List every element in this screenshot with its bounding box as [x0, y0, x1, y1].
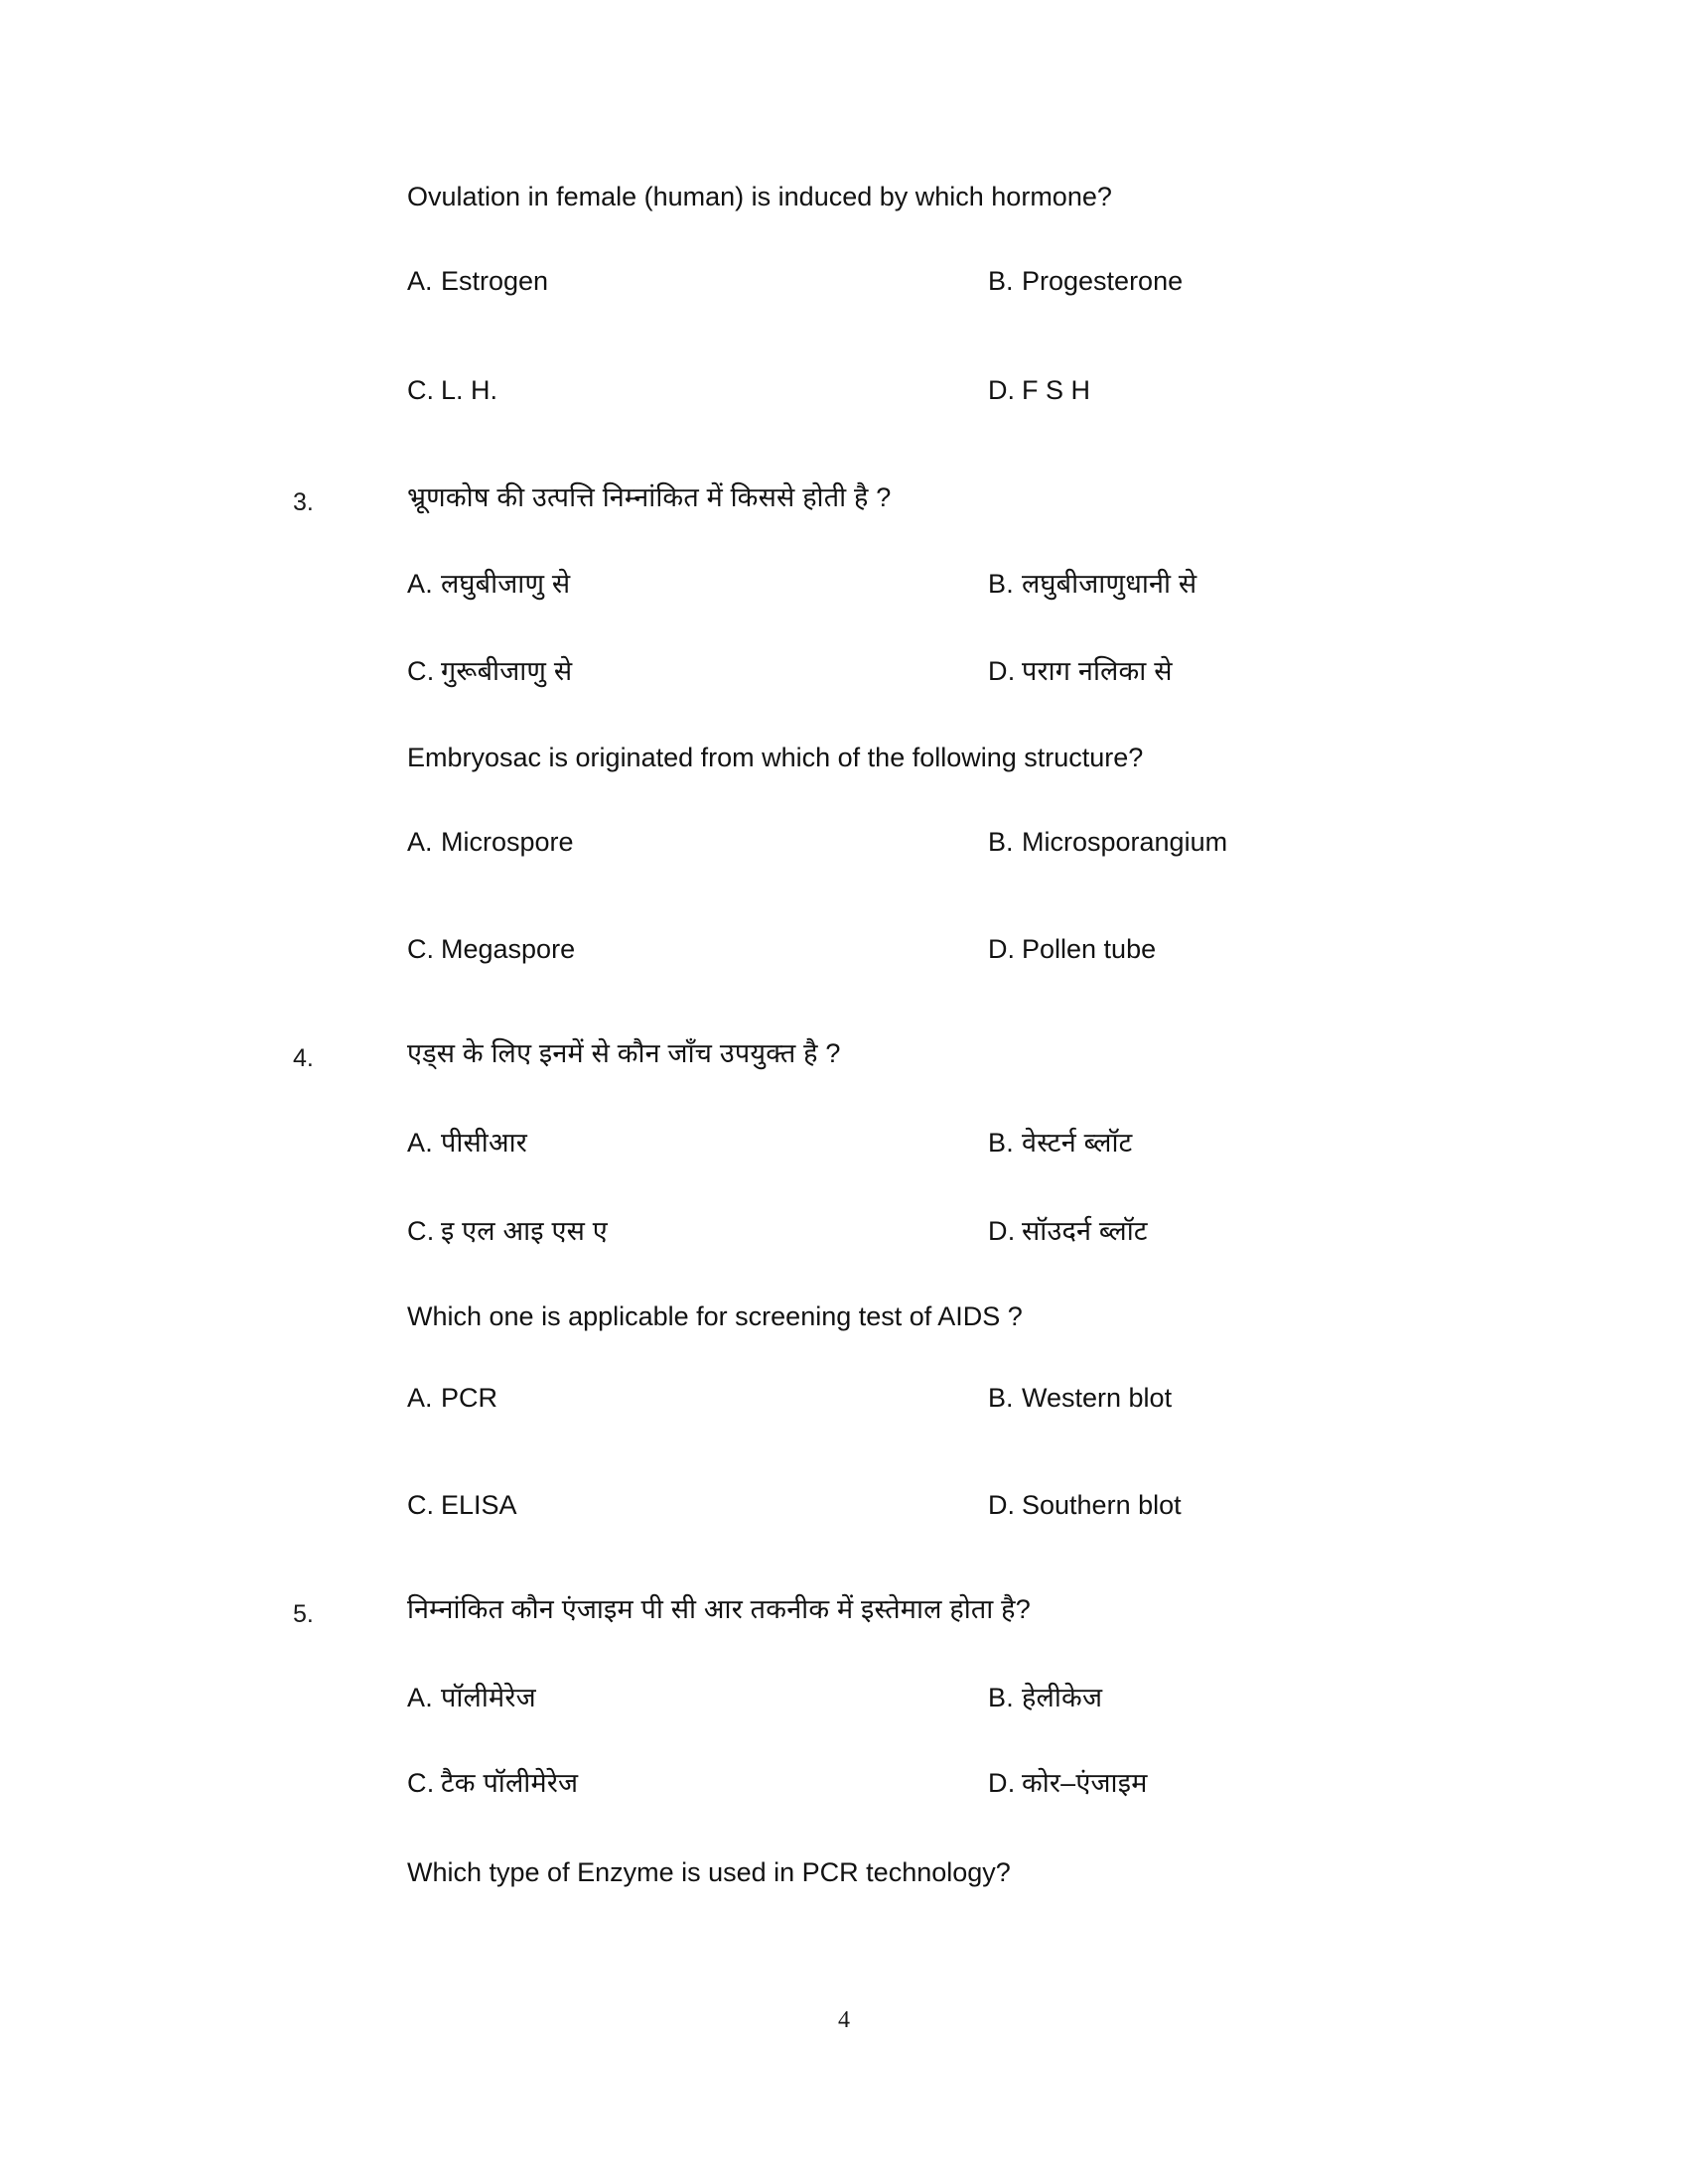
- question-4-option-b-english: [988, 1380, 1172, 1416]
- question-4-option-d-hindi: [988, 1213, 1148, 1249]
- question-5-stem-english: Which type of Enzyme is used in PCR technology?: [407, 1857, 1011, 1887]
- question-0-option-a-english: [407, 263, 548, 299]
- option-text: टैक पॉलीमेरेज: [441, 1768, 579, 1798]
- question-0-option-d-english: [988, 372, 1090, 408]
- option-letter-c: C.: [407, 375, 434, 405]
- question-4-option-c-hindi: [407, 1213, 608, 1249]
- option-letter-c: C.: [407, 1768, 435, 1798]
- option-text: पॉलीमेरेज: [441, 1683, 536, 1712]
- option-text: वेस्टर्न ब्लॉट: [1022, 1128, 1133, 1158]
- option-letter-a: A.: [407, 827, 433, 857]
- option-letter-c: C.: [407, 1216, 435, 1246]
- option-letter-d: D.: [988, 1490, 1015, 1520]
- question-3-option-b-hindi: [988, 566, 1196, 602]
- option-letter-b: B.: [988, 1128, 1014, 1158]
- question-0-option-b-english: [988, 263, 1183, 299]
- option-letter-b: B.: [988, 827, 1014, 857]
- option-text: पराग नलिका से: [1022, 656, 1173, 686]
- option-text: Microspore: [441, 827, 574, 857]
- option-letter-a: A.: [407, 266, 433, 296]
- question-5-stem-hindi: निम्नांकित कौन एंजाइम पी सी आर तकनीक में इस्तेमाल होता है?: [407, 1594, 1031, 1624]
- option-letter-c: C.: [407, 934, 434, 964]
- option-letter-b: B.: [988, 266, 1014, 296]
- option-text: L. H.: [441, 375, 498, 405]
- option-letter-c: C.: [407, 656, 435, 686]
- option-text: गुरूबीजाणु से: [441, 656, 573, 686]
- question-3-number: 3.: [293, 488, 314, 516]
- option-text: Microsporangium: [1022, 827, 1228, 857]
- question-3-option-a-hindi: [407, 566, 570, 602]
- question-3-stem-english: Embryosac is originated from which of the following structure?: [407, 743, 1144, 772]
- question-4-option-b-hindi: [988, 1125, 1133, 1160]
- question-5-number: 5.: [293, 1600, 314, 1628]
- option-text: Southern blot: [1022, 1490, 1182, 1520]
- option-letter-b: B.: [988, 569, 1014, 599]
- question-5-option-b-hindi: [988, 1680, 1102, 1715]
- option-text: हेलीकेज: [1022, 1683, 1103, 1712]
- option-text: लघुबीजाणुधानी से: [1022, 569, 1197, 599]
- option-text: इ एल आइ एस ए: [441, 1216, 608, 1246]
- option-text: लघुबीजाणु से: [441, 569, 571, 599]
- option-text: F S H: [1022, 375, 1091, 405]
- option-letter-b: B.: [988, 1683, 1014, 1712]
- option-letter-b: B.: [988, 1383, 1014, 1413]
- option-text: Progesterone: [1022, 266, 1184, 296]
- option-letter-a: A.: [407, 1683, 433, 1712]
- option-letter-d: D.: [988, 1768, 1016, 1798]
- option-text: Pollen tube: [1022, 934, 1157, 964]
- question-4-number: 4.: [293, 1044, 314, 1072]
- question-4-option-a-hindi: [407, 1125, 527, 1160]
- option-letter-a: A.: [407, 1128, 433, 1158]
- question-3-option-d-hindi: [988, 653, 1173, 689]
- option-text: Estrogen: [441, 266, 549, 296]
- option-letter-d: D.: [988, 1216, 1016, 1246]
- option-text: ELISA: [441, 1490, 517, 1520]
- option-letter-d: D.: [988, 375, 1015, 405]
- option-letter-a: A.: [407, 1383, 433, 1413]
- question-5-option-d-hindi: [988, 1765, 1148, 1801]
- option-text: कोर–एंजाइम: [1022, 1768, 1148, 1798]
- question-4-stem-hindi: एड्स के लिए इनमें से कौन जाँच उपयुक्त है ?: [407, 1038, 841, 1068]
- question-3-stem-hindi: भ्रूणकोष की उत्पत्ति निम्नांकित में किससे होती है ?: [407, 482, 892, 512]
- question-4-option-d-english: [988, 1487, 1182, 1523]
- question-3-option-b-english: [988, 824, 1227, 860]
- option-letter-c: C.: [407, 1490, 434, 1520]
- question-4-option-c-english: [407, 1487, 517, 1523]
- option-text: पीसीआर: [441, 1128, 528, 1158]
- question-4-option-a-english: [407, 1380, 497, 1416]
- option-text: Western blot: [1022, 1383, 1173, 1413]
- option-letter-d: D.: [988, 656, 1016, 686]
- option-letter-d: D.: [988, 934, 1015, 964]
- question-0-option-c-english: [407, 372, 497, 408]
- question-0-stem-english: Ovulation in female (human) is induced by which hormone?: [407, 182, 1112, 211]
- page-number: 4: [838, 2007, 850, 2033]
- option-text: Megaspore: [441, 934, 576, 964]
- option-text: PCR: [441, 1383, 498, 1413]
- question-4-stem-english: Which one is applicable for screening test of AIDS ?: [407, 1301, 1023, 1331]
- option-letter-a: A.: [407, 569, 433, 599]
- question-3-option-c-english: [407, 931, 575, 967]
- question-3-option-a-english: [407, 824, 574, 860]
- option-text: सॉउदर्न ब्लॉट: [1022, 1216, 1148, 1246]
- question-5-option-a-hindi: [407, 1680, 536, 1715]
- question-5-option-c-hindi: [407, 1765, 578, 1801]
- question-3-option-d-english: [988, 931, 1156, 967]
- question-3-option-c-hindi: [407, 653, 572, 689]
